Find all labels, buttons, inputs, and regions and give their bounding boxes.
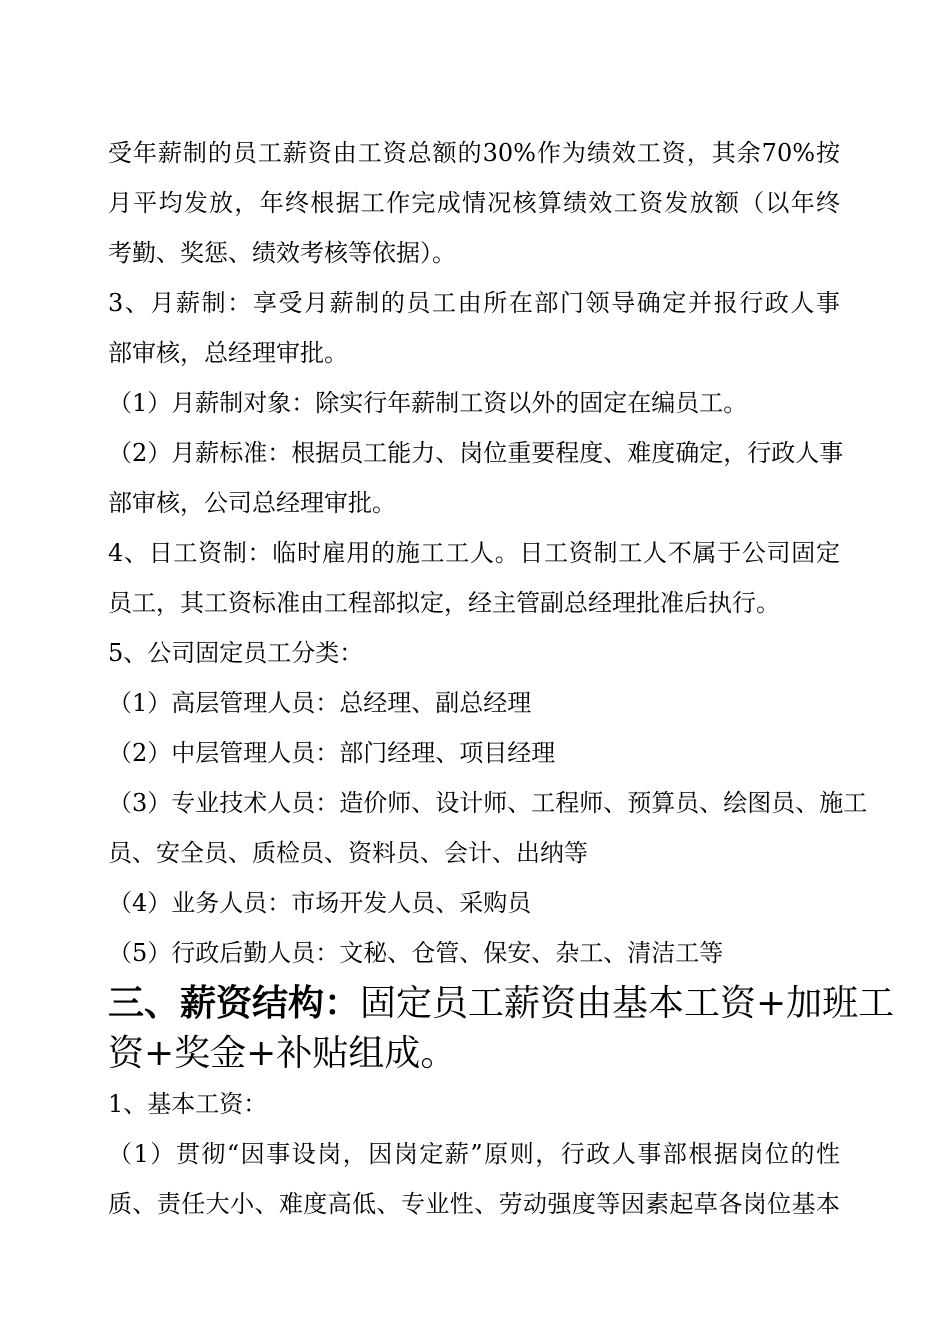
paragraph-line: （1）贯彻“因事设岗，因岗定薪”原则，行政人事部根据岗位的性 — [108, 1140, 840, 1168]
list-item: 员、安全员、质检员、资料员、会计、出纳等 — [108, 839, 588, 867]
paragraph-line: 3、月薪制：享受月薪制的员工由所在部门领导确定并报行政人事 — [108, 289, 840, 317]
paragraph-line: 质、责任大小、难度高低、专业性、劳动强度等因素起草各岗位基本 — [108, 1190, 840, 1218]
section-heading-text: 固定员工薪资由基本工资+加班工 — [360, 983, 895, 1024]
paragraph-line: （2）月薪标准：根据员工能力、岗位重要程度、难度确定，行政人事 — [108, 439, 844, 467]
paragraph-line: 4、日工资制：临时雇用的施工工人。日工资制工人不属于公司固定 — [108, 539, 840, 567]
list-item: （5）行政后勤人员：文秘、仓管、保安、杂工、清洁工等 — [108, 939, 724, 967]
paragraph-line: 部审核，公司总经理审批。 — [108, 489, 396, 517]
paragraph-line: 受年薪制的员工薪资由工资总额的30%作为绩效工资，其余70%按 — [108, 139, 840, 167]
list-item: （1）高层管理人员：总经理、副总经理 — [108, 689, 532, 717]
list-item: （3）专业技术人员：造价师、设计师、工程师、预算员、绘图员、施工 — [108, 789, 868, 817]
section-heading — [108, 978, 895, 1029]
paragraph-line: 1、基本工资： — [108, 1090, 268, 1118]
paragraph-line: 月平均发放，年终根据工作完成情况核算绩效工资发放额（以年终 — [108, 189, 840, 217]
paragraph-line: 员工，其工资标准由工程部拟定，经主管副总经理批准后执行。 — [108, 589, 780, 617]
list-item: （2）中层管理人员：部门经理、项目经理 — [108, 739, 556, 767]
section-heading-continued: 资+奖金+补贴组成。 — [108, 1033, 457, 1074]
list-item: （4）业务人员：市场开发人员、采购员 — [108, 889, 532, 917]
paragraph-line: 考勤、奖惩、绩效考核等依据）。 — [108, 239, 456, 267]
section-heading-prefix: 三、薪资结构： — [108, 982, 361, 1024]
document-page — [108, 128, 895, 1229]
paragraph-line: 5、公司固定员工分类： — [108, 639, 364, 667]
paragraph-line: （1）月薪制对象：除实行年薪制工资以外的固定在编员工。 — [108, 389, 748, 417]
paragraph-line: 部审核，总经理审批。 — [108, 339, 348, 367]
